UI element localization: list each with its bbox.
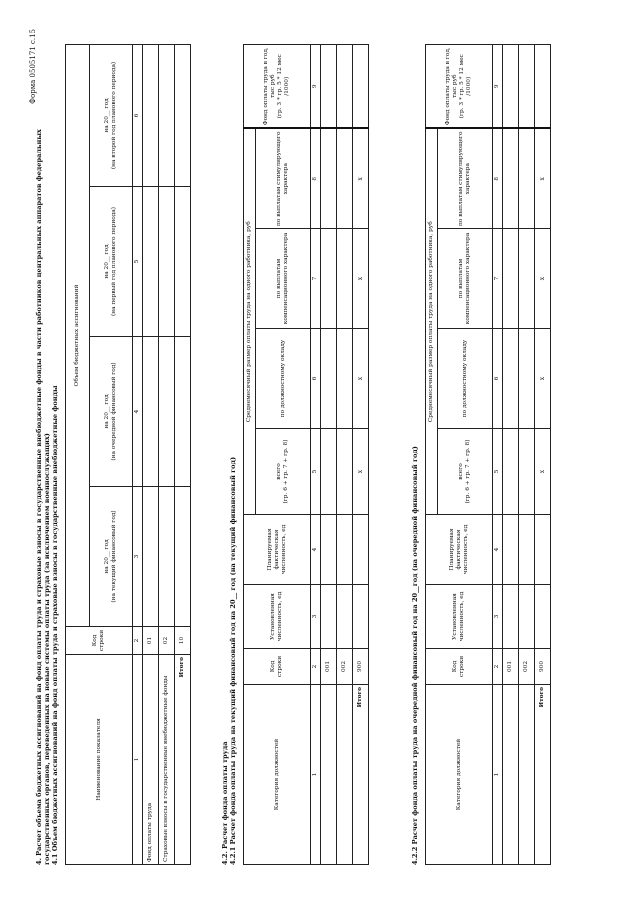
t3-cell[interactable] bbox=[535, 584, 551, 648]
t3-header-incentive: по выплатам стимулирующего характера bbox=[438, 128, 493, 228]
section-4-2-title: 4.2. Расчет фонда оплаты труда bbox=[221, 740, 229, 865]
t3-cell[interactable] bbox=[503, 428, 519, 514]
table-row bbox=[321, 44, 337, 864]
t1-header-year1: на 20__ год (на текущий финансовый год) bbox=[90, 486, 133, 626]
t1-row-name: Фонд оплаты труда bbox=[143, 654, 159, 864]
t2-total-label: Итого bbox=[353, 684, 369, 864]
t2-colnum: 7 bbox=[311, 228, 321, 328]
t1-group-header: Объем бюджетных ассигнований bbox=[66, 44, 90, 626]
t1-colnum: 4 bbox=[133, 336, 143, 486]
t2-x-mark: x bbox=[353, 128, 369, 228]
t2-x-mark: x bbox=[353, 228, 369, 328]
t2-header-planned: Планируемая фактическая численность, ед bbox=[244, 514, 311, 584]
t3-cell[interactable] bbox=[519, 428, 535, 514]
t1-total-code: 10 bbox=[175, 626, 191, 654]
section-4-title: 4. Расчет объема бюджетных ассигнований на фонд оплаты труда и страховые взносы в государственные внебюджетные фонды в части работников центральных аппаратов федеральных государственных органов, переведенных на новые системы оплаты труда (за исключением военнослужащих) bbox=[35, 128, 51, 865]
t1-cell[interactable] bbox=[175, 44, 191, 186]
form-code: Форма 0505171 с.15 bbox=[29, 28, 37, 104]
t1-colnum: 6 bbox=[133, 44, 143, 186]
t2-cell[interactable] bbox=[321, 228, 337, 328]
table-total-row bbox=[353, 44, 369, 864]
t2-row-code: 002 bbox=[337, 648, 353, 684]
table-row bbox=[519, 44, 535, 864]
t3-header-category: Категория должностей bbox=[426, 684, 493, 864]
t1-cell[interactable] bbox=[143, 44, 159, 186]
t1-row-code: 02 bbox=[159, 626, 175, 654]
t2-header-code: Код строки bbox=[244, 648, 311, 684]
t3-x-mark: x bbox=[535, 228, 551, 328]
t2-cell[interactable] bbox=[321, 514, 337, 584]
t2-cell[interactable] bbox=[337, 228, 353, 328]
t2-cell[interactable] bbox=[337, 128, 353, 228]
t1-header-year3: на 20__ год (на первый год планового периода) bbox=[90, 186, 133, 336]
t2-header-compensation: по выплатам компенсационного характера bbox=[256, 228, 311, 328]
t2-header-total: всего (гр. 6 + гр. 7 + гр. 8) bbox=[256, 428, 311, 514]
t2-header-incentive: по выплатам стимулирующего характера bbox=[256, 128, 311, 228]
t1-colnum: 2 bbox=[133, 626, 143, 654]
t3-group-header: Среднемесячный размер оплаты труда на одного работника, руб bbox=[426, 128, 438, 514]
table-row bbox=[503, 44, 519, 864]
t2-cell[interactable] bbox=[321, 684, 337, 864]
t1-cell[interactable] bbox=[159, 44, 175, 186]
t3-cell[interactable] bbox=[519, 584, 535, 648]
t3-cell[interactable] bbox=[519, 514, 535, 584]
t3-header-compensation: по выплатам компенсационного характера bbox=[438, 228, 493, 328]
t3-colnum: 8 bbox=[493, 128, 503, 228]
t3-colnum: 9 bbox=[493, 44, 503, 128]
t2-row-code: 001 bbox=[321, 648, 337, 684]
table-total-row bbox=[175, 44, 191, 864]
t3-colnum: 2 bbox=[493, 648, 503, 684]
t1-colnum: 5 bbox=[133, 186, 143, 336]
t2-x-mark: x bbox=[353, 428, 369, 514]
t3-cell[interactable] bbox=[535, 514, 551, 584]
t3-x-mark: x bbox=[535, 128, 551, 228]
t1-cell[interactable] bbox=[159, 186, 175, 336]
t2-cell[interactable] bbox=[321, 44, 337, 128]
t3-total-label: Итого bbox=[535, 684, 551, 864]
t3-cell[interactable] bbox=[519, 128, 535, 228]
t1-cell[interactable] bbox=[143, 336, 159, 486]
t3-colnum: 7 bbox=[493, 228, 503, 328]
t3-row-code: 001 bbox=[503, 648, 519, 684]
t3-cell[interactable] bbox=[503, 228, 519, 328]
t1-header-name: Наименование показателя bbox=[66, 654, 133, 864]
t3-header-salary: по должностному окладу bbox=[438, 328, 493, 428]
t2-cell[interactable] bbox=[337, 514, 353, 584]
t3-colnum: 6 bbox=[493, 328, 503, 428]
t3-cell[interactable] bbox=[519, 684, 535, 864]
budget-allocations-table bbox=[65, 43, 191, 864]
payroll-next-year-table bbox=[425, 43, 551, 864]
t2-cell[interactable] bbox=[321, 584, 337, 648]
t3-total-code: 900 bbox=[535, 648, 551, 684]
t3-colnum: 5 bbox=[493, 428, 503, 514]
t1-row-code: 01 bbox=[143, 626, 159, 654]
t1-colnum: 3 bbox=[133, 486, 143, 626]
t2-cell[interactable] bbox=[353, 514, 369, 584]
t2-colnum: 5 bbox=[311, 428, 321, 514]
t2-colnum: 4 bbox=[311, 514, 321, 584]
t3-x-mark: x bbox=[535, 328, 551, 428]
t2-colnum: 6 bbox=[311, 328, 321, 428]
t3-header-total: всего (гр. 6 + гр. 7 + гр. 8) bbox=[438, 428, 493, 514]
t3-colnum: 4 bbox=[493, 514, 503, 584]
t1-row-name: Страховые взносы в государственные внебюджетные фонды bbox=[159, 654, 175, 864]
t1-cell[interactable] bbox=[159, 336, 175, 486]
section-4-2-heading bbox=[221, 456, 237, 864]
t2-colnum: 9 bbox=[311, 44, 321, 128]
t3-header-established: Установленная численность, ед bbox=[426, 584, 493, 648]
t1-header-year4: на 20__ год (на второй год планового периода) bbox=[90, 44, 133, 186]
t3-header-code: Код строки bbox=[426, 648, 493, 684]
t2-cell[interactable] bbox=[337, 584, 353, 648]
t2-x-mark: x bbox=[353, 328, 369, 428]
t3-cell[interactable] bbox=[519, 228, 535, 328]
t2-colnum: 8 bbox=[311, 128, 321, 228]
t2-header-salary: по должностному окладу bbox=[256, 328, 311, 428]
t3-x-mark: x bbox=[535, 428, 551, 514]
t2-colnum: 1 bbox=[311, 684, 321, 864]
t3-cell[interactable] bbox=[503, 684, 519, 864]
t2-header-fund: Фонд оплаты труда в год, тыс руб (гр. 3 * гр. 5 * 12 мес /1000) bbox=[244, 44, 311, 128]
t1-header-code: Код строки bbox=[66, 626, 133, 654]
t1-cell[interactable] bbox=[143, 186, 159, 336]
payroll-current-year-table bbox=[243, 43, 369, 864]
t2-cell[interactable] bbox=[337, 44, 353, 128]
table-row bbox=[159, 44, 175, 864]
section-4-2-1-title: 4.2.1 Расчет фонда оплаты труда на текущий финансовый год на 20__ год (на текущий финансовый год) bbox=[229, 456, 237, 865]
t2-cell[interactable] bbox=[337, 328, 353, 428]
section-4-heading bbox=[35, 113, 59, 865]
t3-cell[interactable] bbox=[503, 584, 519, 648]
section-4-2-2-heading: 4.2.2 Расчет фонда оплаты труда на очередной финансовый год на 20__год (на очередной финансовый год) bbox=[411, 445, 419, 865]
table-row bbox=[337, 44, 353, 864]
t1-cell[interactable] bbox=[175, 186, 191, 336]
t3-row-code: 002 bbox=[519, 648, 535, 684]
t2-colnum: 2 bbox=[311, 648, 321, 684]
t2-colnum: 3 bbox=[311, 584, 321, 648]
t3-cell[interactable] bbox=[503, 514, 519, 584]
t3-cell[interactable] bbox=[519, 328, 535, 428]
t3-cell[interactable] bbox=[503, 44, 519, 128]
t2-cell[interactable] bbox=[353, 44, 369, 128]
t1-cell[interactable] bbox=[143, 486, 159, 626]
t1-header-year2: на 20__ год (на очередной финансовый год) bbox=[90, 336, 133, 486]
form-page bbox=[25, 23, 615, 883]
t3-colnum: 1 bbox=[493, 684, 503, 864]
t2-cell[interactable] bbox=[337, 684, 353, 864]
t3-header-planned: Планируемая фактическая численность, ед bbox=[426, 514, 493, 584]
t3-cell[interactable] bbox=[519, 44, 535, 128]
t2-cell[interactable] bbox=[321, 128, 337, 228]
t3-header-fund: Фонд оплаты труда в год, тыс руб (гр. 3 * гр. 5 * 12 мес /1000) bbox=[426, 44, 493, 128]
section-4-1-title: 4.1 Объем бюджетных ассигнований на фонд оплаты труда и страховые взносы в государственные внебюджетные фонды bbox=[51, 384, 59, 865]
t2-cell[interactable] bbox=[321, 428, 337, 514]
t2-cell[interactable] bbox=[321, 328, 337, 428]
table-row bbox=[143, 44, 159, 864]
t2-total-code: 900 bbox=[353, 648, 369, 684]
t2-header-established: Установленная численность, ед bbox=[244, 584, 311, 648]
t1-cell[interactable] bbox=[175, 336, 191, 486]
t1-colnum: 1 bbox=[133, 654, 143, 864]
t3-cell[interactable] bbox=[503, 328, 519, 428]
t1-cell[interactable] bbox=[175, 486, 191, 626]
t2-cell[interactable] bbox=[353, 584, 369, 648]
t2-group-header: Среднемесячный размер оплаты труда на одного работника, руб bbox=[244, 128, 256, 514]
t2-header-category: Категория должностей bbox=[244, 684, 311, 864]
t1-cell[interactable] bbox=[159, 486, 175, 626]
t3-cell[interactable] bbox=[503, 128, 519, 228]
table-total-row bbox=[535, 44, 551, 864]
t1-total-label: Итого bbox=[175, 654, 191, 864]
t3-cell[interactable] bbox=[535, 44, 551, 128]
t3-colnum: 3 bbox=[493, 584, 503, 648]
t2-cell[interactable] bbox=[337, 428, 353, 514]
